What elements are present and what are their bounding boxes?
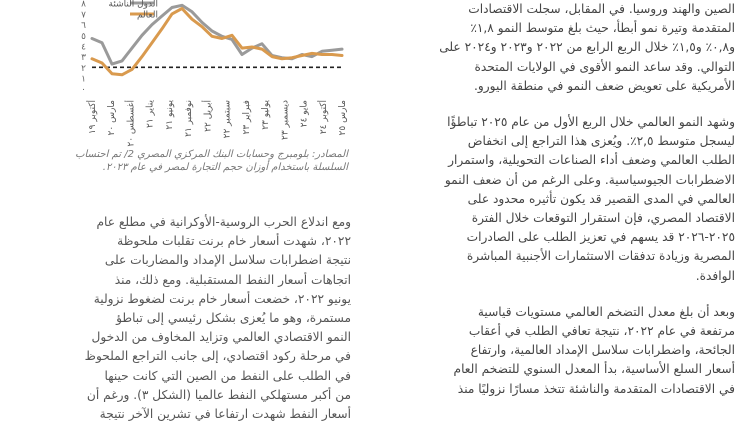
text-line: وبعد أن بلغ معدل التضخم العالمي مستويات قياسية <box>477 304 735 319</box>
text-line: الجائحة، واضطرابات سلاسل الإمداد العالمية، وارتفاع <box>470 343 735 358</box>
text-line: العالمي في المدى القصير قد يكون تأثيره محدود على <box>467 191 735 206</box>
text-line: الوافدة. <box>695 268 735 283</box>
y-tick-label: ٨ <box>81 0 86 10</box>
text-line: اتجاهات أسعار النفط المستقبلية. ومع ذلك، منذ <box>114 272 351 287</box>
paragraph-growth-advanced <box>405 0 735 96</box>
x-tick-label: سبتمبر ٢٢ <box>222 100 233 139</box>
legend-label: العالم <box>136 10 158 21</box>
x-tick-label: يونيو ٢١ <box>164 100 175 130</box>
paragraph-global-growth-q1 <box>405 113 735 286</box>
series-line <box>92 9 342 75</box>
x-tick-label: أكتوبر ١٩ <box>88 100 98 135</box>
paragraph-oil-prices <box>38 213 351 424</box>
x-tick-label: مارس ٢٥ <box>338 100 348 136</box>
x-tick-label: ديسمبر ٢٣ <box>280 100 291 140</box>
text-line: ٢٠٢٢، شهدت أسعار خام برنت تقلبات ملحوظة <box>117 234 351 249</box>
x-axis <box>86 100 348 147</box>
chart-source-note: المصادر: بلومبرج وحسابات البنك المركزي المصري 2/ تم احتساب السلسلة باستخدام أوزان حجم التجارة لمصر في عام ٢٠٢٣. <box>75 149 348 173</box>
x-tick-label: فبراير ٢٣ <box>241 100 252 135</box>
text-line: الأمريكية على تعويض ضعف النمو في منطقة اليورو. <box>474 78 735 93</box>
text-line: مرتفعة في عام ٢٠٢٢، نتيجة تعافي الطلب في أعقاب <box>468 324 735 339</box>
text-line: التوالي. وقد ساعد النمو الأقوى في الولايات المتحدة <box>474 59 735 74</box>
legend-label: الدول الناشئة <box>108 0 158 10</box>
y-tick-label: ٢ <box>81 63 86 74</box>
y-tick-label: ٤ <box>81 42 86 53</box>
x-tick-label: أبريل ٢٢ <box>203 100 214 132</box>
text-line: المتقدمة وتيرة نمو أبطأ، حيث بلغ متوسط النمو ١,٨٪ <box>470 21 735 36</box>
text-line: يونيو ٢٠٢٢، خضعت أسعار خام برنت لضغوط نزولية <box>93 291 351 306</box>
line-chart-svg <box>0 0 360 150</box>
y-tick-label: ١ <box>81 74 86 85</box>
y-axis <box>81 0 86 95</box>
text-line: الاقتصاد المصري، فإن استقرار التوقعات خلال الفترة <box>471 211 735 226</box>
text-line: و٠,٨٪ و١,٥٪ خلال الربع الرابع من ٢٠٢٢ و٢٠٢٣ و٢٠٢٤ على <box>439 40 735 55</box>
text-line: أسعار النفط شهدت ارتفاعا في تشرين الآخر نتيجة <box>99 407 351 422</box>
right-text-column <box>405 0 735 399</box>
paragraph-global-inflation <box>405 303 735 399</box>
text-line: الطلب العالمي وضعف أداء الصناعات التحويلية، واستمرار <box>448 153 735 168</box>
text-line: ٢٠٢٥-٢٠٢٦ قد يسهم في تعزيز الطلب على الصادرات <box>466 230 735 245</box>
text-line: الصين والهند وروسيا. في المقابل، سجلت الاقتصادات <box>468 2 735 16</box>
y-tick-label: ٥ <box>81 31 86 42</box>
left-text-column <box>38 213 351 424</box>
legend <box>109 0 159 21</box>
y-tick-label: ٣ <box>81 53 86 64</box>
x-tick-label: نوفمبر ٢١ <box>184 100 195 137</box>
y-tick-label: ٠ <box>81 85 86 96</box>
text-line: نتيجة اضطرابات سلاسل الإمداد والمضاربات على <box>104 253 351 268</box>
y-tick-label: ٦ <box>81 21 86 32</box>
text-line: أسعار السلع الأساسية، بدأ المعدل السنوي للتضخم العام <box>453 362 735 377</box>
text-line: وشهد النمو العالمي خلال الربع الأول من عام ٢٠٢٥ تباطؤًا <box>447 115 735 130</box>
text-line: المصرية وزيادة تدفقات الاستثمارات الأجنبية المباشرة <box>466 249 735 264</box>
text-line: ومع اندلاع الحرب الروسية-الأوكرانية في مطلع عام <box>96 215 351 229</box>
y-tick-label: ٧ <box>81 10 86 21</box>
series-lines <box>92 5 342 75</box>
x-tick-label: يناير ٢١ <box>145 100 156 128</box>
text-line: النمو الاقتصادي العالمي وتزايد المخاوف من الدخول <box>91 330 351 345</box>
text-line: في الاقتصادات المتقدمة والناشئة تتخذ مسارًا نزوليًا منذ <box>457 381 735 396</box>
x-tick-label: مارس ٢٠ <box>107 100 118 136</box>
x-tick-label: أكتوبر ٢٤ <box>318 100 329 135</box>
text-line: في الطلب على النفط من الصين التي كانت حينها <box>104 368 351 383</box>
text-line: مستمرة، وهو ما يُعزى بشكل رئيسي إلى تباطؤ <box>116 311 351 326</box>
x-tick-label: أغسطس ٢٠ <box>126 100 137 147</box>
text-line: من أكبر مستهلكي النفط عالميا (الشكل ٣). ورغم أن <box>86 387 351 402</box>
text-line: في مرحلة ركود اقتصادي، إلى جانب التراجع الملحوظ <box>84 349 351 364</box>
text-line: ليسجل متوسط ٢,٥٪. ويُعزى هذا التراجع إلى انخفاض <box>467 134 735 149</box>
x-tick-label: يوليو ٢٣ <box>261 100 272 130</box>
text-line: الاضطرابات الجيوسياسية. وعلى الرغم من أن ضعف النمو <box>444 172 735 187</box>
x-tick-label: مايو ٢٤ <box>299 100 310 128</box>
